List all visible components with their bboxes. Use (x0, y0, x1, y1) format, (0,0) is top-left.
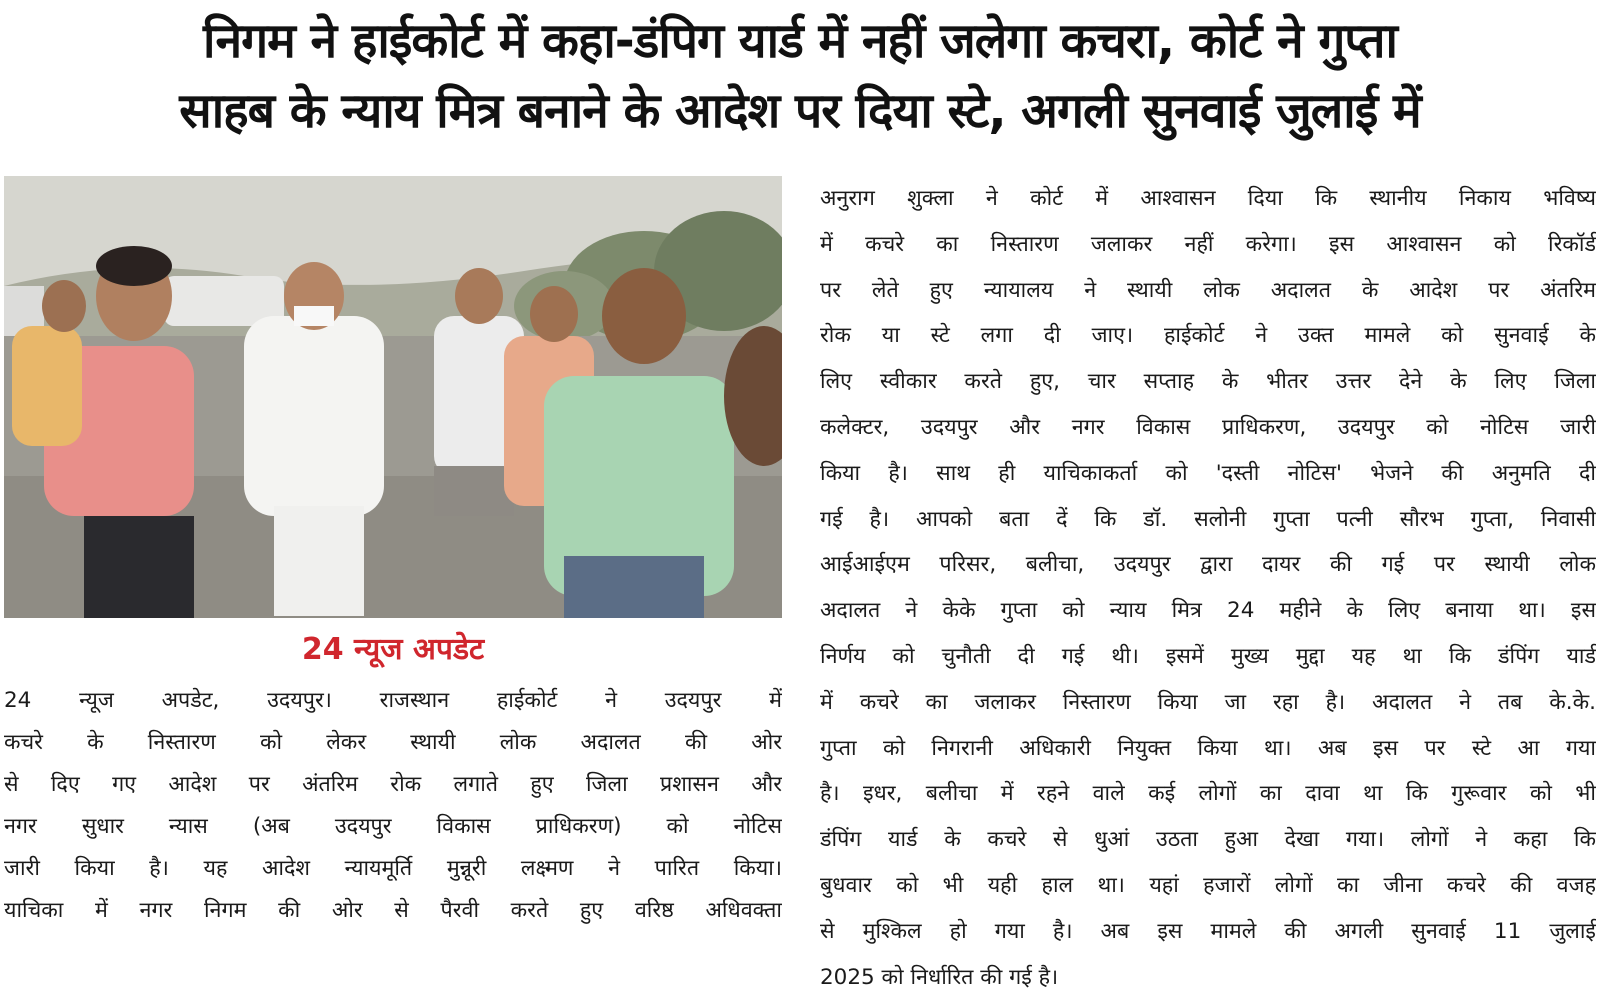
right-column-line: किया है। साथ ही याचिकाकर्ता को 'दस्ती नोटिस' भेजने की अनुमति दी (820, 460, 1596, 486)
right-column-line: निर्णय को चुनौती दी गई थी। इसमें मुख्य मुद्दा यह था कि डंपिंग यार्ड (820, 643, 1596, 669)
headline (0, 6, 1600, 146)
headline-line-1: निगम ने हाईकोर्ट में कहा-डंपिग यार्ड में नहीं जलेगा कचरा, कोर्ट ने गुप्ता (203, 13, 1397, 69)
right-column-line: से मुश्किल हो गया है। अब इस मामले की अगली सुनवाई 11 जुलाई (820, 918, 1596, 944)
right-column-line: गुप्ता को निगरानी अधिकारी नियुक्त किया था। अब इस पर स्टे आ गया (820, 735, 1596, 761)
left-column-line: नगर सुधार न्यास (अब उदयपुर विकास प्राधिकरण) को नोटिस (4, 814, 782, 839)
right-column-line: में कचरे का निस्तारण जलाकर नहीं करेगा। इस आश्वासन को रिकॉर्ड (820, 231, 1596, 257)
left-column-line: 24 न्यूज अपडेट, उदयपुर। राजस्थान हाईकोर्ट ने उदयपुर में (4, 688, 782, 713)
right-column-line: रोक या स्टे लगा दी जाए। हाईकोर्ट ने उक्त मामले को सुनवाई के (820, 323, 1596, 349)
right-column-line: कलेक्टर, उदयपुर और नगर विकास प्राधिकरण, उदयपुर को नोटिस जारी (820, 414, 1596, 440)
right-column-line: में कचरे का जलाकर निस्तारण किया जा रहा है। अदालत ने तब के.के. (820, 689, 1596, 715)
right-column-line: अनुराग शुक्ला ने कोर्ट में आश्वासन दिया कि स्थानीय निकाय भविष्य (820, 186, 1596, 211)
article-column-right (820, 176, 1596, 1000)
photo-caption: 24 न्यूज अपडेट (301, 632, 485, 667)
headline-line-2: साहब के न्याय मित्र बनाने के आदेश पर दिया स्टे, अगली सुनवाई जुलाई में (179, 83, 1421, 139)
right-column-line: बुधवार को भी यही हाल था। यहां हजारों लोगों का जीना कचरे की वजह (820, 872, 1596, 898)
right-column-line: आईआईएम परिसर, बलीचा, उदयपुर द्वारा दायर की गई पर स्थायी लोक (820, 552, 1596, 578)
left-column-line: याचिका में नगर निगम की ओर से पैरवी करते हुए वरिष्ठ अधिवक्ता (4, 898, 782, 923)
right-column-line: गई है। आपको बता दें कि डॉ. सलोनी गुप्ता पत्नी सौरभ गुप्ता, निवासी (820, 506, 1596, 532)
right-column-line: पर लेते हुए न्यायालय ने स्थायी लोक अदालत के आदेश पर अंतरिम (820, 277, 1596, 303)
right-column-line: 2025 को निर्धारित की गई है। (820, 964, 1059, 990)
right-column-line: अदालत ने केके गुप्ता को न्याय मित्र 24 महीने के लिए बनाया था। इस (820, 598, 1596, 624)
right-column-line: है। इधर, बलीचा में रहने वाले कई लोगों का दावा था कि गुरूवार को भी (820, 781, 1596, 807)
article-column-left (4, 680, 782, 932)
news-photo (4, 176, 782, 618)
left-column-line: से दिए गए आदेश पर अंतरिम रोक लगाते हुए जिला प्रशासन और (4, 772, 782, 797)
right-column-line: लिए स्वीकार करते हुए, चार सप्ताह के भीतर उत्तर देने के लिए जिला (820, 369, 1596, 395)
left-column-line: जारी किया है। यह आदेश न्यायमूर्ति मुन्नूरी लक्ष्मण ने पारित किया। (4, 856, 782, 881)
left-column-line: कचरे के निस्तारण को लेकर स्थायी लोक अदालत की ओर (4, 730, 782, 755)
right-column-line: डंपिंग यार्ड के कचरे से धुआं उठता हुआ देखा गया। लोगों ने कहा कि (820, 827, 1596, 853)
